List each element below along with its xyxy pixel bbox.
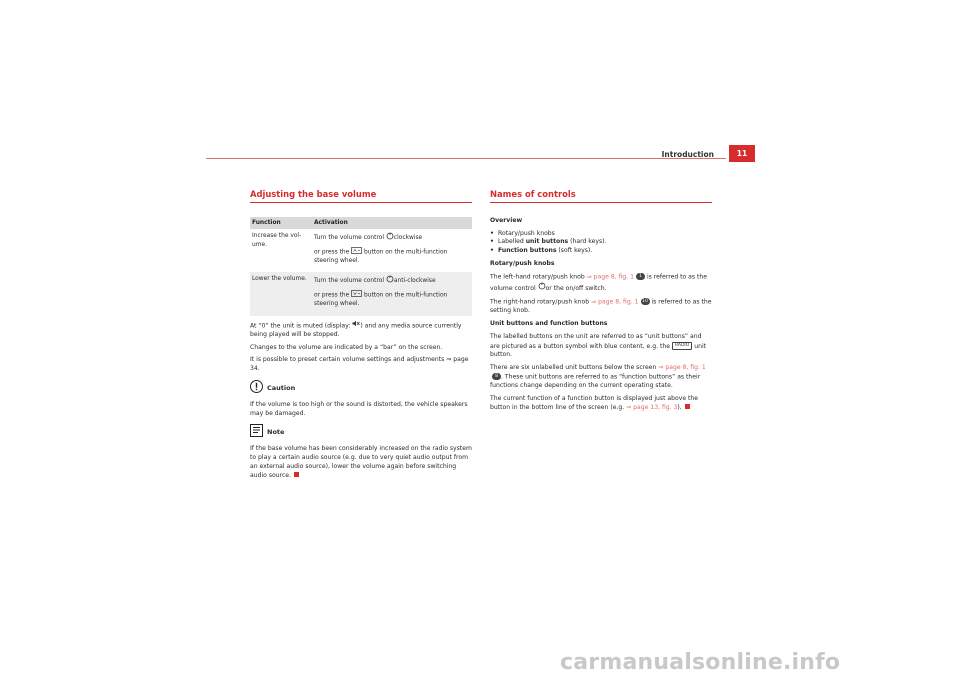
knob-icon	[538, 282, 546, 294]
rotary-right-paragraph: The right-hand rotary/push knob ⇒ page 8, fig. 1 10 is referred to as the setting knob.	[490, 298, 712, 315]
callout-number: 10	[642, 298, 648, 304]
list-item: • Function buttons (soft keys).	[490, 247, 712, 256]
table-cell-function: Lower the volume.	[250, 272, 312, 315]
header-title: Introduction	[661, 150, 714, 159]
table-cell-activation: Turn the volume control anti-clockwise or press the button on the multi-function steering wheel.	[312, 272, 472, 315]
caution-text: If the volume is too high or the sound is distorted, the vehicle speakers may be damaged.	[250, 400, 468, 417]
list-item: • Labelled unit buttons (hard keys).	[490, 238, 712, 247]
list-item: • Rotary/push knobs	[490, 230, 712, 239]
note-heading	[250, 424, 472, 441]
left-column	[250, 190, 472, 484]
callout-number: 1	[636, 273, 645, 280]
overview-list	[490, 230, 712, 256]
page-reference-link[interactable]: ⇒ page 13, fig. 3	[626, 403, 678, 411]
knob-icon	[386, 232, 394, 243]
steering-button-icon	[351, 290, 362, 300]
knob-icon	[386, 275, 394, 286]
caution-icon	[250, 380, 263, 397]
note-label: Note	[267, 428, 285, 437]
table-cell-function: Increase the vol-ume.	[252, 233, 302, 248]
table-row	[250, 229, 472, 272]
end-marker	[685, 404, 690, 409]
end-marker	[294, 472, 299, 477]
watermark: carmanualsonline.info	[560, 650, 841, 675]
caution-heading	[250, 380, 472, 397]
bar-paragraph: Changes to the volume are indicated by a “bar” on the screen.	[250, 343, 443, 351]
preset-paragraph: It is possible to preset certain volume settings and adjustments ⇒ page 34.	[250, 356, 469, 373]
table-header-activation: Activation	[312, 217, 472, 229]
table-header-function: Function	[250, 217, 312, 229]
page-reference-link[interactable]: ⇒ page 8, fig. 1	[658, 364, 706, 372]
unit-buttons-heading: Unit buttons and function buttons	[490, 319, 608, 327]
rotary-left-paragraph: The left-hand rotary/push knob ⇒ page 8, fig. 1 1 is referred to as the volume control or the on/off switch.	[490, 273, 708, 292]
header-rule	[206, 158, 726, 159]
steering-button-icon	[351, 247, 362, 257]
note-text: If the base volume has been considerably increased on the radio system to play a certain audio source (e.g. due to very quiet audio output from an external audio source), lower the volume again before switching audio source.	[250, 445, 472, 479]
page-number: 11	[729, 145, 755, 162]
table-row	[250, 272, 472, 315]
section-title-volume: Adjusting the base volume	[250, 190, 472, 203]
page-reference-link[interactable]: ⇒ page 8, fig. 1	[586, 273, 635, 281]
radio-button-symbol: RADIO	[672, 342, 692, 350]
rotary-heading: Rotary/push knobs	[490, 259, 555, 267]
section-title-controls: Names of controls	[490, 190, 712, 203]
unit-paragraph-2: There are six unlabelled unit buttons below the screen ⇒ page 8, fig. 18 . These unit buttons are referred to as “function buttons” as their functions change depending on the current operating state.	[490, 364, 706, 390]
page-reference-link[interactable]: ⇒ page 8, fig. 1	[591, 298, 639, 306]
right-column	[490, 190, 712, 417]
caution-label: Caution	[267, 384, 296, 393]
table-cell-activation: Turn the volume control clockwise or press the button on the multi-function steering wheel.	[312, 229, 472, 272]
overview-heading: Overview	[490, 216, 523, 224]
mute-paragraph: At “0” the unit is muted (display: ) and any media source currently being played will be stopped.	[250, 320, 472, 340]
unit-paragraph-3: The current function of a function button is displayed just above the button in the bottom line of the screen (e.g. ⇒ page 13, fig. 3).	[490, 395, 699, 411]
volume-table	[250, 217, 472, 316]
unit-paragraph-1: The labelled buttons on the unit are referred to as “unit buttons” and are pictured as a button symbol with blue content, e.g. the RADIO unit button.	[490, 332, 707, 359]
note-icon	[250, 424, 263, 441]
callout-number: 8	[492, 373, 501, 380]
